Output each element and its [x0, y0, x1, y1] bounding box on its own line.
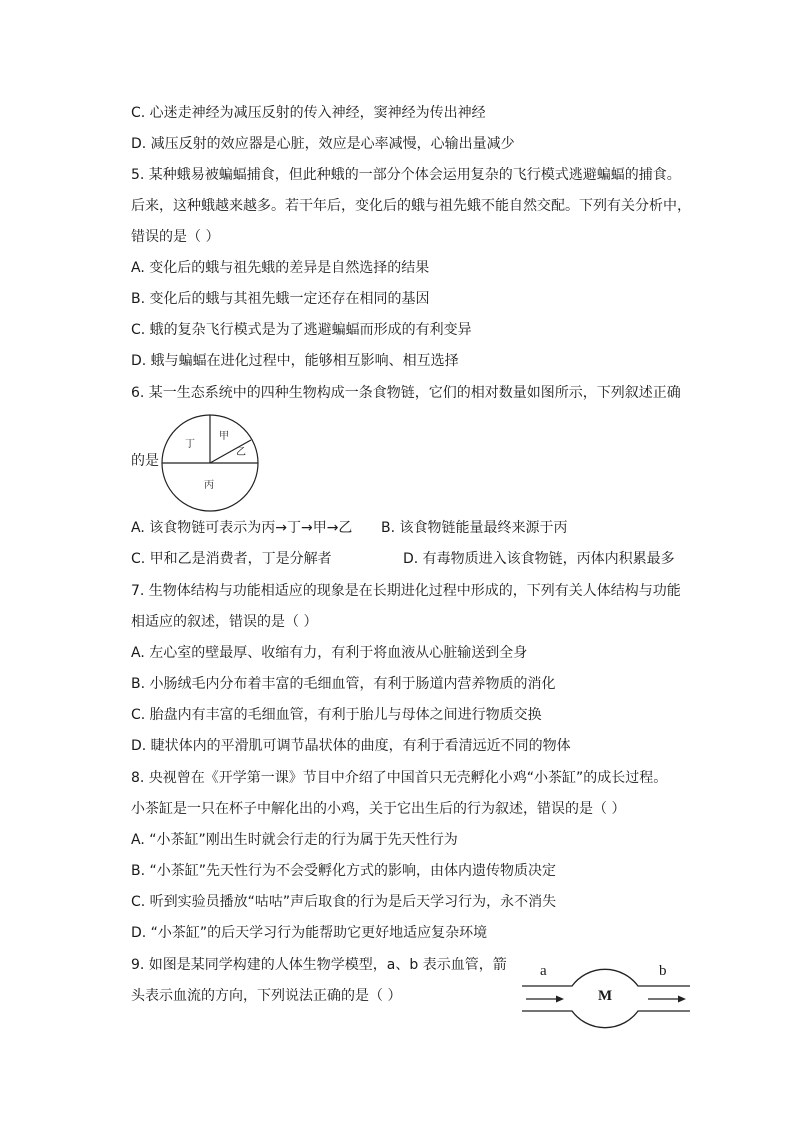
- q5-stem-2: 后来，这种蛾越来越多。若干年后，变化后的蛾与祖先蛾不能自然交配。下列有关分析中，: [131, 198, 691, 214]
- q8-stem-2: 小茶缸是一只在杯子中解化出的小鸡，关于它出生后的行为叙述，错误的是（ ）: [131, 801, 626, 817]
- q8-option-a: A. “小茶缸”刚出生时就会行走的行为属于先天性行为: [131, 832, 458, 848]
- q5-option-d: D. 蛾与蝙蝠在进化过程中，能够相互影响、相互选择: [131, 353, 459, 369]
- pie-label-yi: 乙: [236, 447, 246, 458]
- q8-option-c: C. 听到实验员播放“咕咕”声后取食的行为是后天学习行为，永不消失: [131, 894, 557, 910]
- q7-option-b: B. 小肠绒毛内分布着丰富的毛细血管，有利于肠道内营养物质的消化: [131, 676, 556, 692]
- q5-stem-3: 错误的是（ ）: [131, 229, 220, 245]
- q5-option-a: A. 变化后的蛾与祖先蛾的差异是自然选择的结果: [131, 260, 430, 276]
- line-c4: C. 心迷走神经为减压反射的传入神经，窦神经为传出神经: [131, 105, 486, 121]
- q7-option-d: D. 睫状体内的平滑肌可调节晶状体的曲度，有利于看清远近不同的物体: [131, 738, 571, 754]
- q8-stem-1: 8. 央视曾在《开学第一课》节目中介绍了中国首只无壳孵化小鸡“小茶缸”的成长过程。: [131, 770, 668, 786]
- q9-stem-1: 9. 如图是某同学构建的人体生物学模型，a、b 表示血管，箭: [131, 957, 507, 973]
- q6-option-d: D. 有毒物质进入该食物链，丙体内积累最多: [403, 551, 675, 567]
- q7-option-c: C. 胎盘内有丰富的毛细血管，有利于胎儿与母体之间进行物质交换: [131, 707, 542, 723]
- flow-arrow-out-head: [678, 996, 686, 1003]
- q5-option-b: B. 变化后的蛾与其祖先蛾一定还存在相同的基因: [131, 291, 430, 307]
- q6-option-b: B. 该食物链能量最终来源于丙: [381, 520, 568, 536]
- q7-stem-1: 7. 生物体结构与功能相适应的现象是在长期进化过程中形成的，下列有关人体结构与功能: [131, 583, 681, 599]
- q7-stem-2: 相适应的叙述，错误的是（ ）: [131, 614, 318, 630]
- blood-vessel-model-diagram: [522, 963, 690, 1045]
- pie-label-ding: 丁: [185, 439, 195, 450]
- pie-label-bing: 丙: [204, 480, 214, 491]
- q6-stem-2: 的是: [131, 453, 159, 469]
- q6-option-a: A. 该食物链可表示为丙→丁→甲→乙: [131, 520, 353, 536]
- vessel-label-b: b: [659, 963, 667, 979]
- q7-option-a: A. 左心室的壁最厚、收缩有力，有利于将血液从心脏输送到全身: [131, 645, 528, 661]
- q6-stem-1: 6. 某一生态系统中的四种生物构成一条食物链，它们的相对数量如图所示，下列叙述正确: [131, 385, 681, 401]
- q5-option-c: C. 蛾的复杂飞行模式是为了逃避蝙蝠而形成的有利变异: [131, 322, 472, 338]
- q5-stem-1: 5. 某种蛾易被蝙蝠捕食，但此种蛾的一部分个体会运用复杂的飞行模式逃避蝙蝠的捕食。: [131, 167, 681, 183]
- organ-label-m: M: [598, 988, 613, 1004]
- q9-stem-2: 头表示血流的方向，下列说法正确的是（ ）: [131, 988, 402, 1004]
- food-chain-pie-chart: [160, 413, 260, 513]
- q8-option-d: D. “小茶缸”的后天学习行为能帮助它更好地适应复杂环境: [131, 925, 488, 941]
- vessel-wall-bottom: [522, 1011, 690, 1028]
- pie-label-jia: 甲: [219, 431, 229, 442]
- line-d4: D. 减压反射的效应器是心脏，效应是心率减慢，心输出量减少: [131, 136, 515, 152]
- vessel-label-a: a: [540, 963, 547, 979]
- flow-arrow-in-head: [556, 996, 564, 1003]
- q8-option-b: B. “小茶缸”先天性行为不会受孵化方式的影响，由体内遗传物质决定: [131, 863, 557, 879]
- pie-svg: [160, 413, 260, 513]
- q6-option-c: C. 甲和乙是消费者，丁是分解者: [131, 551, 332, 567]
